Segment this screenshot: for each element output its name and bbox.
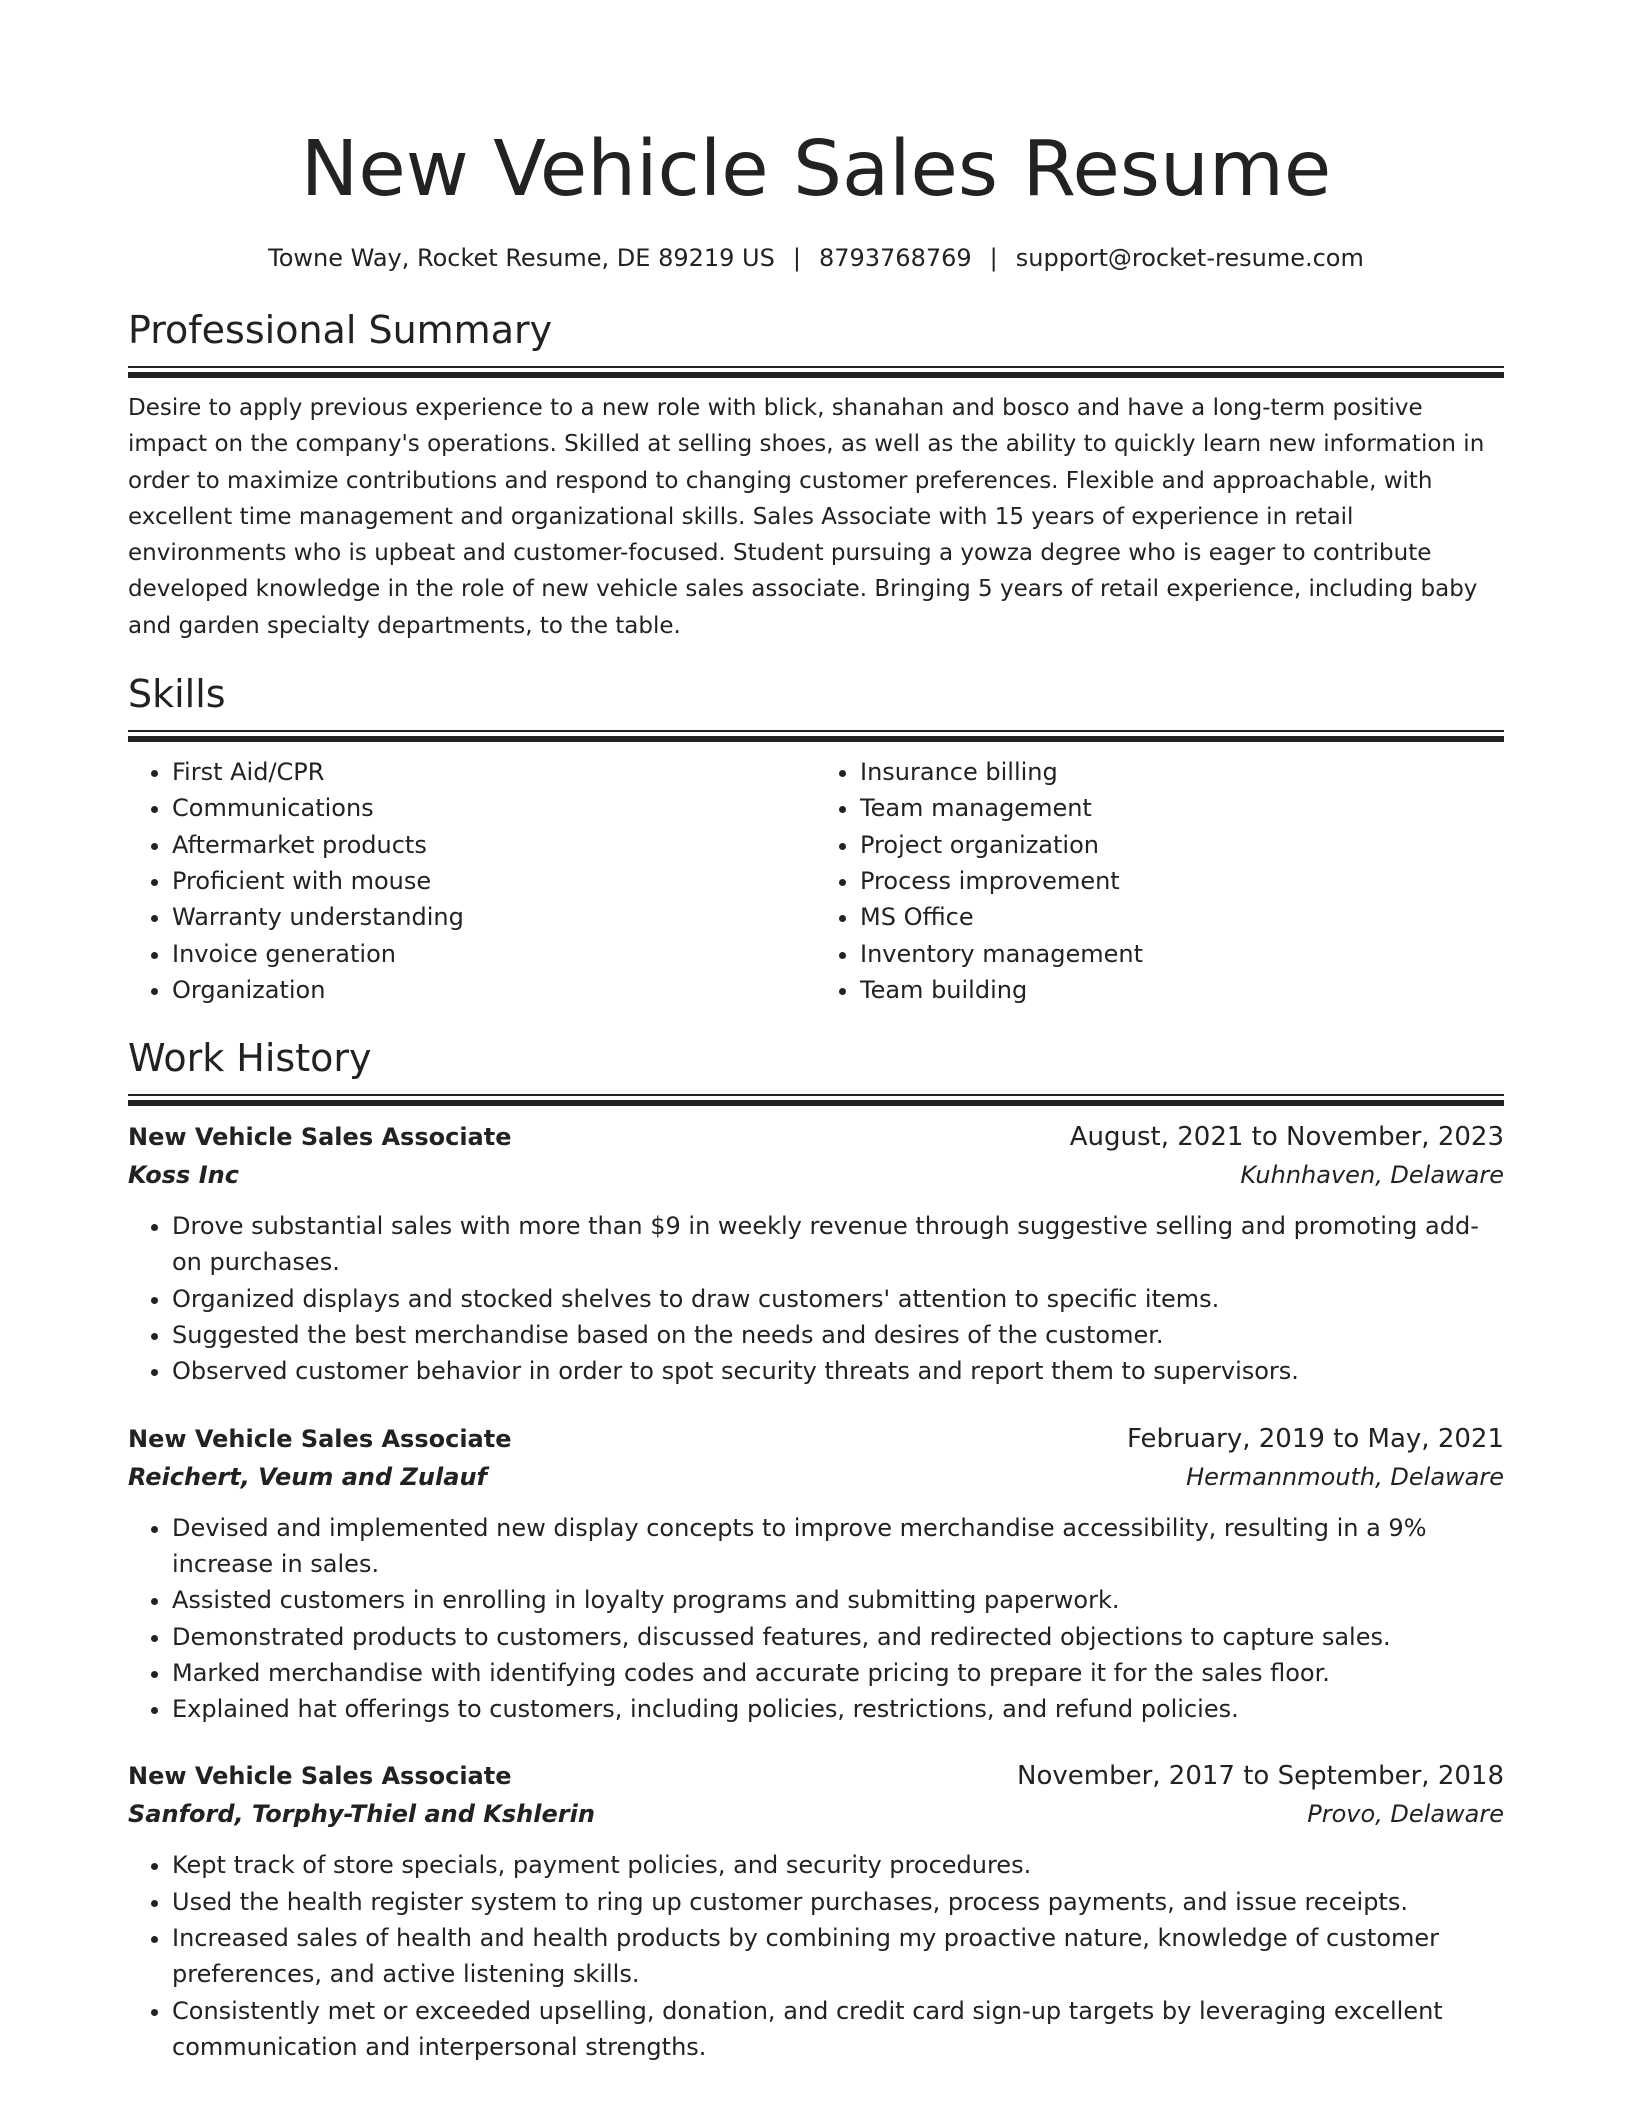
skill-item: • Team management: [860, 790, 1504, 826]
skills-list-right: [816, 754, 1504, 1008]
job-bullet: • Observed customer behavior in order to spot security threats and report them to supervisors.: [172, 1353, 1504, 1389]
skill-item: • Inventory management: [860, 936, 1504, 972]
section-rule-thin: [128, 730, 1504, 732]
job-company: Sanford, Torphy-Thiel and Kshlerin: [128, 1800, 595, 1829]
job-bullets: [128, 1847, 1504, 2065]
job-dates: November, 2017 to September, 2018: [1017, 1761, 1504, 1792]
job-header-row: [128, 1420, 1504, 1458]
job-company: Reichert, Veum and Zulauf: [128, 1462, 487, 1491]
job-header-row: [128, 1118, 1504, 1156]
job-company-row: [128, 1156, 1504, 1194]
section-rule-thick: [128, 372, 1504, 378]
job-title: New Vehicle Sales Associate: [128, 1123, 512, 1152]
job-title: New Vehicle Sales Associate: [128, 1424, 512, 1453]
job-bullet: • Devised and implemented new display concepts to improve merchandise accessibility, resulting in a 9% increase in sales.: [172, 1510, 1504, 1583]
work-history-heading: Work History: [128, 1036, 372, 1081]
skill-item: • First Aid/CPR: [172, 754, 816, 790]
skill-item: • Warranty understanding: [172, 899, 816, 935]
job-company-row: [128, 1795, 1504, 1833]
job-bullet: • Assisted customers in enrolling in loyalty programs and submitting paperwork.: [172, 1582, 1504, 1618]
contact-separator: |: [792, 244, 801, 272]
contact-address: Towne Way, Rocket Resume, DE 89219 US: [268, 244, 775, 272]
job-bullets: [128, 1510, 1504, 1728]
contact-phone: 8793768769: [818, 244, 972, 272]
job-header-row: [128, 1757, 1504, 1795]
job-bullet: • Demonstrated products to customers, discussed features, and redirected objections to capture sales.: [172, 1619, 1504, 1655]
section-rule-thick: [128, 736, 1504, 742]
job-bullet: • Explained hat offerings to customers, including policies, restrictions, and refund policies.: [172, 1691, 1504, 1727]
job-dates: February, 2019 to May, 2021: [1127, 1423, 1504, 1454]
job-bullet: • Drove substantial sales with more than $9 in weekly revenue through suggestive selling and promoting add-on purchases.: [172, 1208, 1504, 1281]
section-rule-thick: [128, 1100, 1504, 1106]
skills-list-left: [128, 754, 816, 1008]
skills-heading: Skills: [128, 672, 226, 717]
skill-item: • Team building: [860, 972, 1504, 1008]
job-bullet: • Increased sales of health and health products by combining my proactive nature, knowledge of customer preferences, and active listening skills.: [172, 1920, 1504, 1993]
skill-item: • Aftermarket products: [172, 827, 816, 863]
skill-item: • Process improvement: [860, 863, 1504, 899]
job-entry: [128, 1757, 1504, 2065]
job-location: Hermannmouth, Delaware: [1186, 1462, 1504, 1491]
summary-section: [128, 306, 1504, 644]
contact-separator: |: [989, 244, 998, 272]
job-bullet: • Marked merchandise with identifying codes and accurate pricing to prepare it for the sales floor.: [172, 1655, 1504, 1691]
resume-title: New Vehicle Sales Resume: [300, 125, 1332, 214]
skill-item: • Organization: [172, 972, 816, 1008]
job-bullet: • Organized displays and stocked shelves to draw customers' attention to specific items.: [172, 1281, 1504, 1317]
job-title: New Vehicle Sales Associate: [128, 1762, 512, 1791]
skills-columns: [128, 754, 1504, 1008]
contact-line: [128, 242, 1504, 274]
job-bullets: [128, 1208, 1504, 1389]
resume-page: [128, 0, 1504, 2065]
contact-email: support@rocket-resume.com: [1015, 244, 1364, 272]
skill-item: • Communications: [172, 790, 816, 826]
job-location: Kuhnhaven, Delaware: [1240, 1161, 1504, 1190]
skills-section: [128, 670, 1504, 1008]
job-dates: August, 2021 to November, 2023: [1069, 1122, 1504, 1153]
summary-heading: Professional Summary: [128, 308, 553, 352]
summary-text: Desire to apply previous experience to a new role with blick, shanahan and bosco and have a long-term positive impact on the company's operations. Skilled at selling shoes, as well as the ability to quickly learn new information in order to maximize contributions and respond to changing customer preferences. Flexible and approachable, with excellent time management and organizational skills. Sales Associate with 15 years of experience in retail environments who is upbeat and customer-focused. Student pursuing a yowza degree who is eager to contribute developed knowledge in the role of new vehicle sales associate. Bringing 5 years of retail experience, including baby and garden specialty departments, to the table.: [128, 395, 1485, 639]
job-company-row: [128, 1458, 1504, 1496]
job-bullet: • Kept track of store specials, payment policies, and security procedures.: [172, 1847, 1504, 1883]
section-rule-thin: [128, 366, 1504, 368]
job-bullet: • Suggested the best merchandise based on the needs and desires of the customer.: [172, 1317, 1504, 1353]
job-entry: [128, 1420, 1504, 1728]
skill-item: • Project organization: [860, 827, 1504, 863]
section-rule-thin: [128, 1094, 1504, 1096]
job-bullet: • Used the health register system to ring up customer purchases, process payments, and issue receipts.: [172, 1884, 1504, 1920]
skill-item: • Invoice generation: [172, 936, 816, 972]
job-company: Koss Inc: [128, 1161, 239, 1190]
job-entry: [128, 1118, 1504, 1389]
job-bullet: • Consistently met or exceeded upselling, donation, and credit card sign-up targets by leveraging excellent communication and interpersonal strengths.: [172, 1993, 1504, 2066]
skill-item: • Proficient with mouse: [172, 863, 816, 899]
skill-item: • MS Office: [860, 899, 1504, 935]
work-history-section: [128, 1034, 1504, 2065]
skill-item: • Insurance billing: [860, 754, 1504, 790]
job-location: Provo, Delaware: [1307, 1800, 1504, 1829]
